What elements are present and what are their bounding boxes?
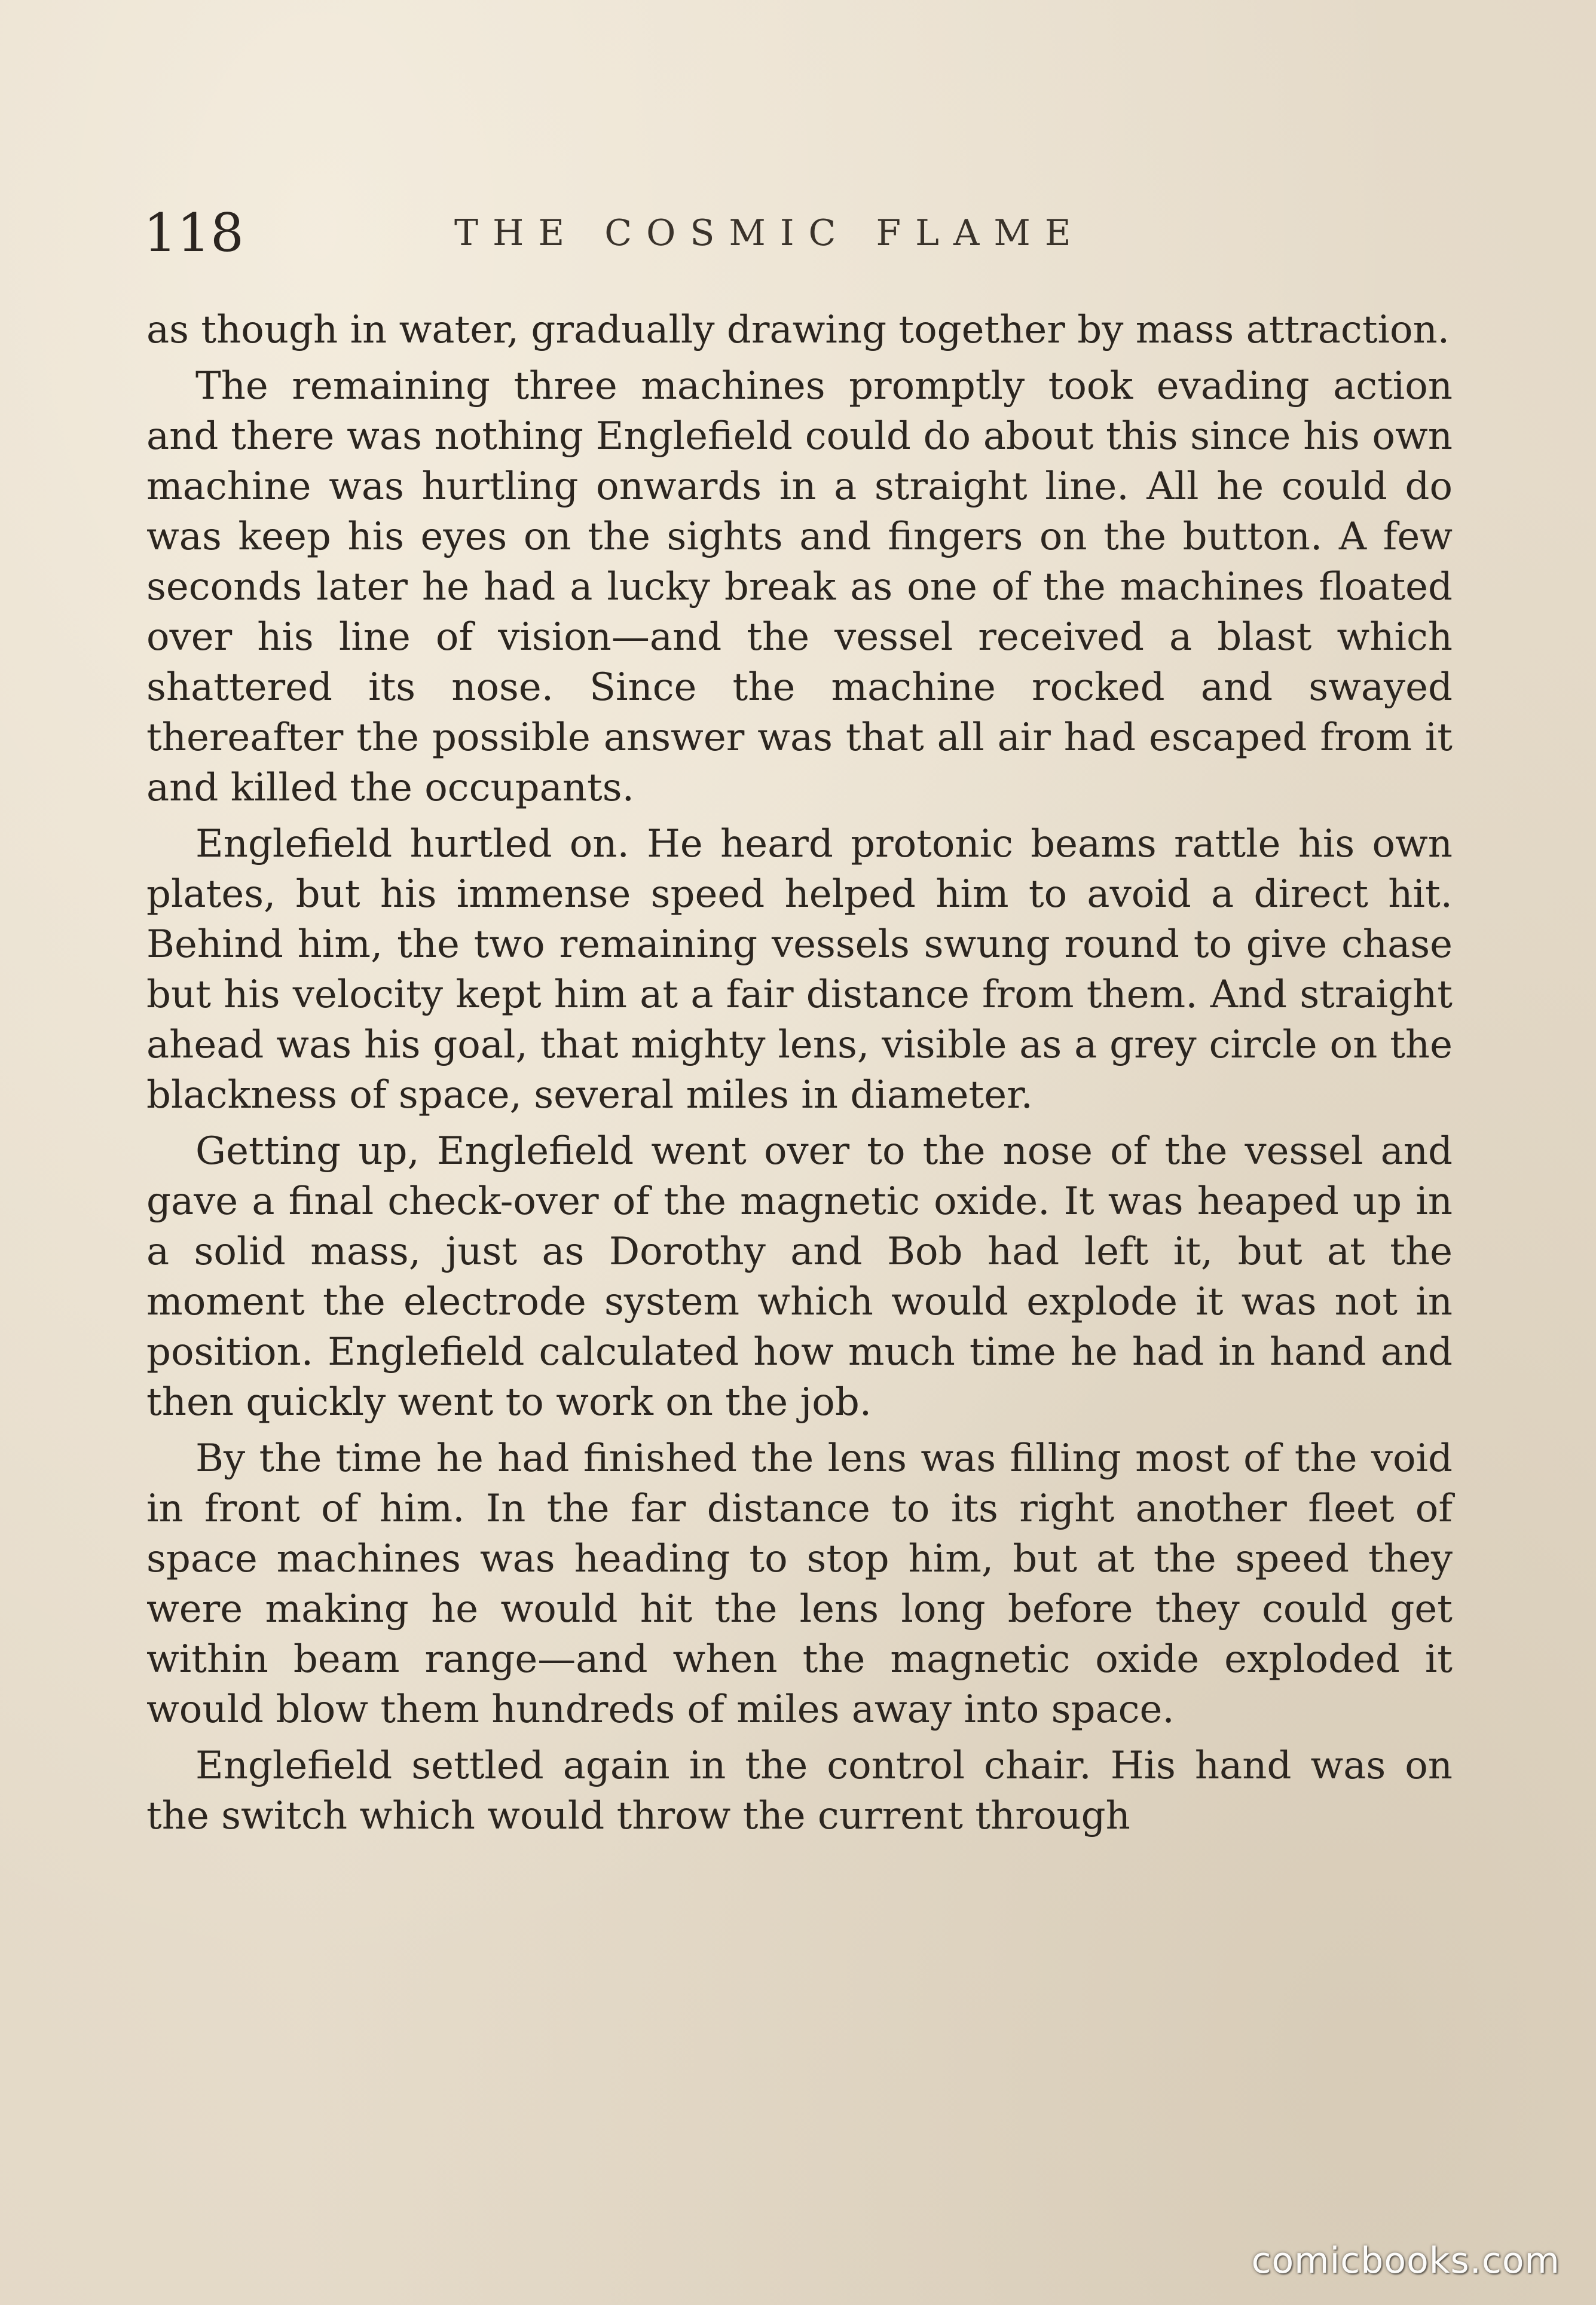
paragraph: Getting up, Englefield went over to the nose of the vessel and gave a final check-over of the magnetic oxide. It was heaped up in a solid mass, just as Dorothy and Bob had left it, but at the moment the electrode system which would explode it was not in position. Englefield calculated how much time he had in hand and then quickly went to work on the job. [146,1129,1453,1424]
running-title: THE COSMIC FLAME [454,212,1086,254]
paragraph: By the time he had finished the lens was filling most of the void in front of him. In the far distance to its right another fleet of space machines was heading to stop him, but at the speed they were making he would hit the lens long before they could get within beam range—and when the magnetic oxide exploded it would blow them hundreds of miles away into space. [146,1436,1453,1732]
paragraph: as though in water, gradually drawing together by mass attraction. [146,308,1450,352]
page-number: 118 [143,202,244,264]
watermark: comicbooks.com [1251,2240,1560,2282]
page-header [143,197,1154,269]
paragraph: Englefield settled again in the control chair. His hand was on the switch which would throw the current through [146,1744,1453,1838]
paragraph: Englefield hurtled on. He heard protonic beams rattle his own plates, but his immense speed helped him to avoid a direct hit. Behind him, the two remaining vessels swung round to give chase but his velocity kept him at a fair distance from them. And straight ahead was his goal, that mighty lens, visible as a grey circle on the blackness of space, several miles in diameter. [146,822,1453,1117]
body-text [146,305,1453,1841]
paragraph: The remaining three machines promptly took evading action and there was nothing Englefield could do about this since his own machine was hurtling onwards in a straight line. All he could do was keep his eyes on the sights and fingers on the button. A few seconds later he had a lucky break as one of the machines floated over his line of vision—and the vessel received a blast which shattered its nose. Since the machine rocked and swayed thereafter the possible answer was that all air had escaped from it and killed the occupants. [146,364,1453,810]
